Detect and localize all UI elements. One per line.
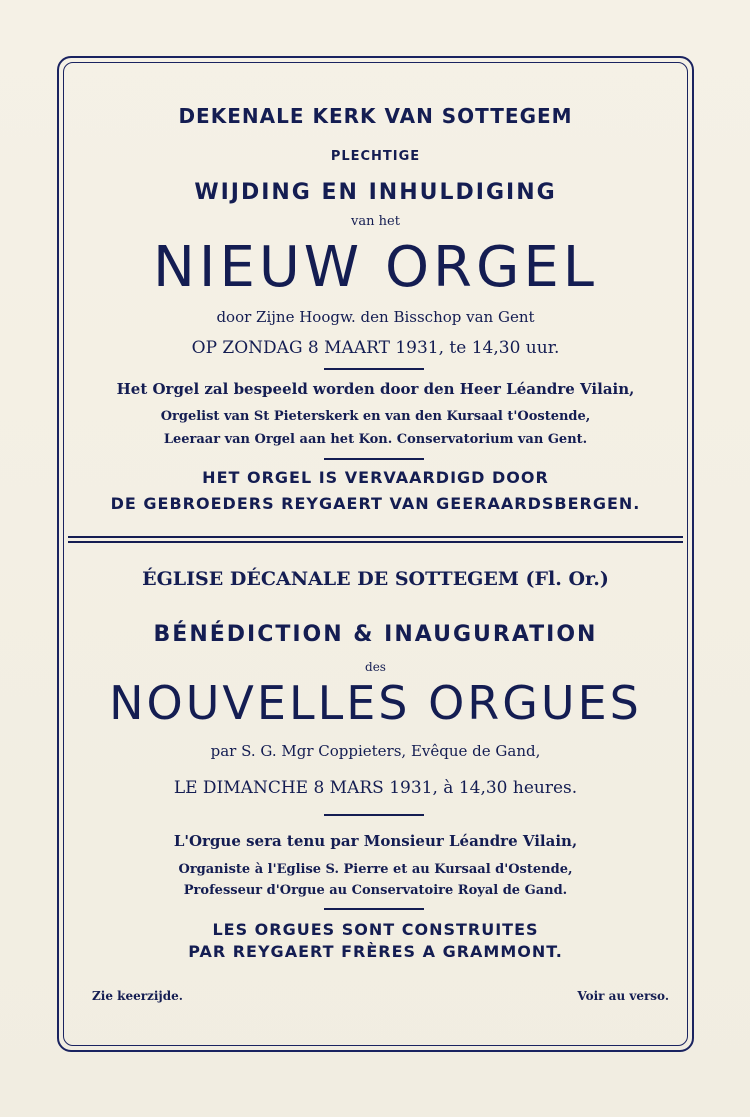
french-rule-1 [324, 814, 424, 816]
french-rule-2 [324, 908, 424, 910]
dutch-organist: Orgelist van St Pieterskerk en van den Kursaal t'Oostende, [160, 409, 591, 424]
dutch-builder-1: HET ORGEL IS VERVAARDIGD DOOR [202, 468, 549, 487]
french-organist: Organiste à l'Eglise S. Pierre et au Kursaal d'Ostende, [178, 862, 573, 877]
french-builder-2: PAR REYGAERT FRÈRES A GRAMMONT. [188, 942, 563, 961]
dutch-main-title: NIEUW ORGEL [153, 235, 598, 300]
dutch-church-heading: DEKENALE KERK VAN SOTTEGEM [178, 104, 573, 128]
french-des: des [365, 660, 386, 674]
dutch-builder-2: DE GEBROEDERS REYGAERT VAN GEERAARDSBERGEN. [110, 494, 641, 513]
dutch-played-by: Het Orgel zal bespeeld worden door den Heer Léandre Vilain, [116, 380, 635, 398]
footer-see-reverse-fr: Voir au verso. [577, 989, 669, 1003]
french-church-heading: ÉGLISE DÉCANALE DE SOTTEGEM (Fl. Or.) [142, 568, 609, 590]
program-content-french [70, 62, 681, 1046]
dutch-teacher: Leeraar van Orgel aan het Kon. Conservatorium van Gent. [163, 432, 588, 447]
dutch-van-het: van het [351, 214, 400, 229]
footer-see-reverse-nl: Zie keerzijde. [92, 989, 183, 1003]
french-main-title: NOUVELLES ORGUES [109, 676, 642, 730]
dutch-plechtige: PLECHTIGE [330, 149, 421, 164]
french-officiant: par S. G. Mgr Coppieters, Evêque de Gand, [210, 742, 541, 760]
french-teacher: Professeur d'Orgue au Conservatoire Royal de Gand. [183, 883, 568, 898]
dutch-date: OP ZONDAG 8 MAART 1931, te 14,30 uur. [191, 338, 560, 358]
french-benediction-heading: BÉNÉDICTION & INAUGURATION [153, 622, 598, 647]
french-played-by: L'Orgue sera tenu par Monsieur Léandre Vilain, [173, 832, 578, 850]
dutch-officiant: door Zijne Hoogw. den Bisschop van Gent [216, 308, 535, 326]
french-date: LE DIMANCHE 8 MARS 1931, à 14,30 heures. [173, 778, 578, 798]
dutch-wijding-heading: WIJDING EN INHULDIGING [194, 180, 557, 205]
french-builder-1: LES ORGUES SONT CONSTRUITES [212, 920, 539, 939]
